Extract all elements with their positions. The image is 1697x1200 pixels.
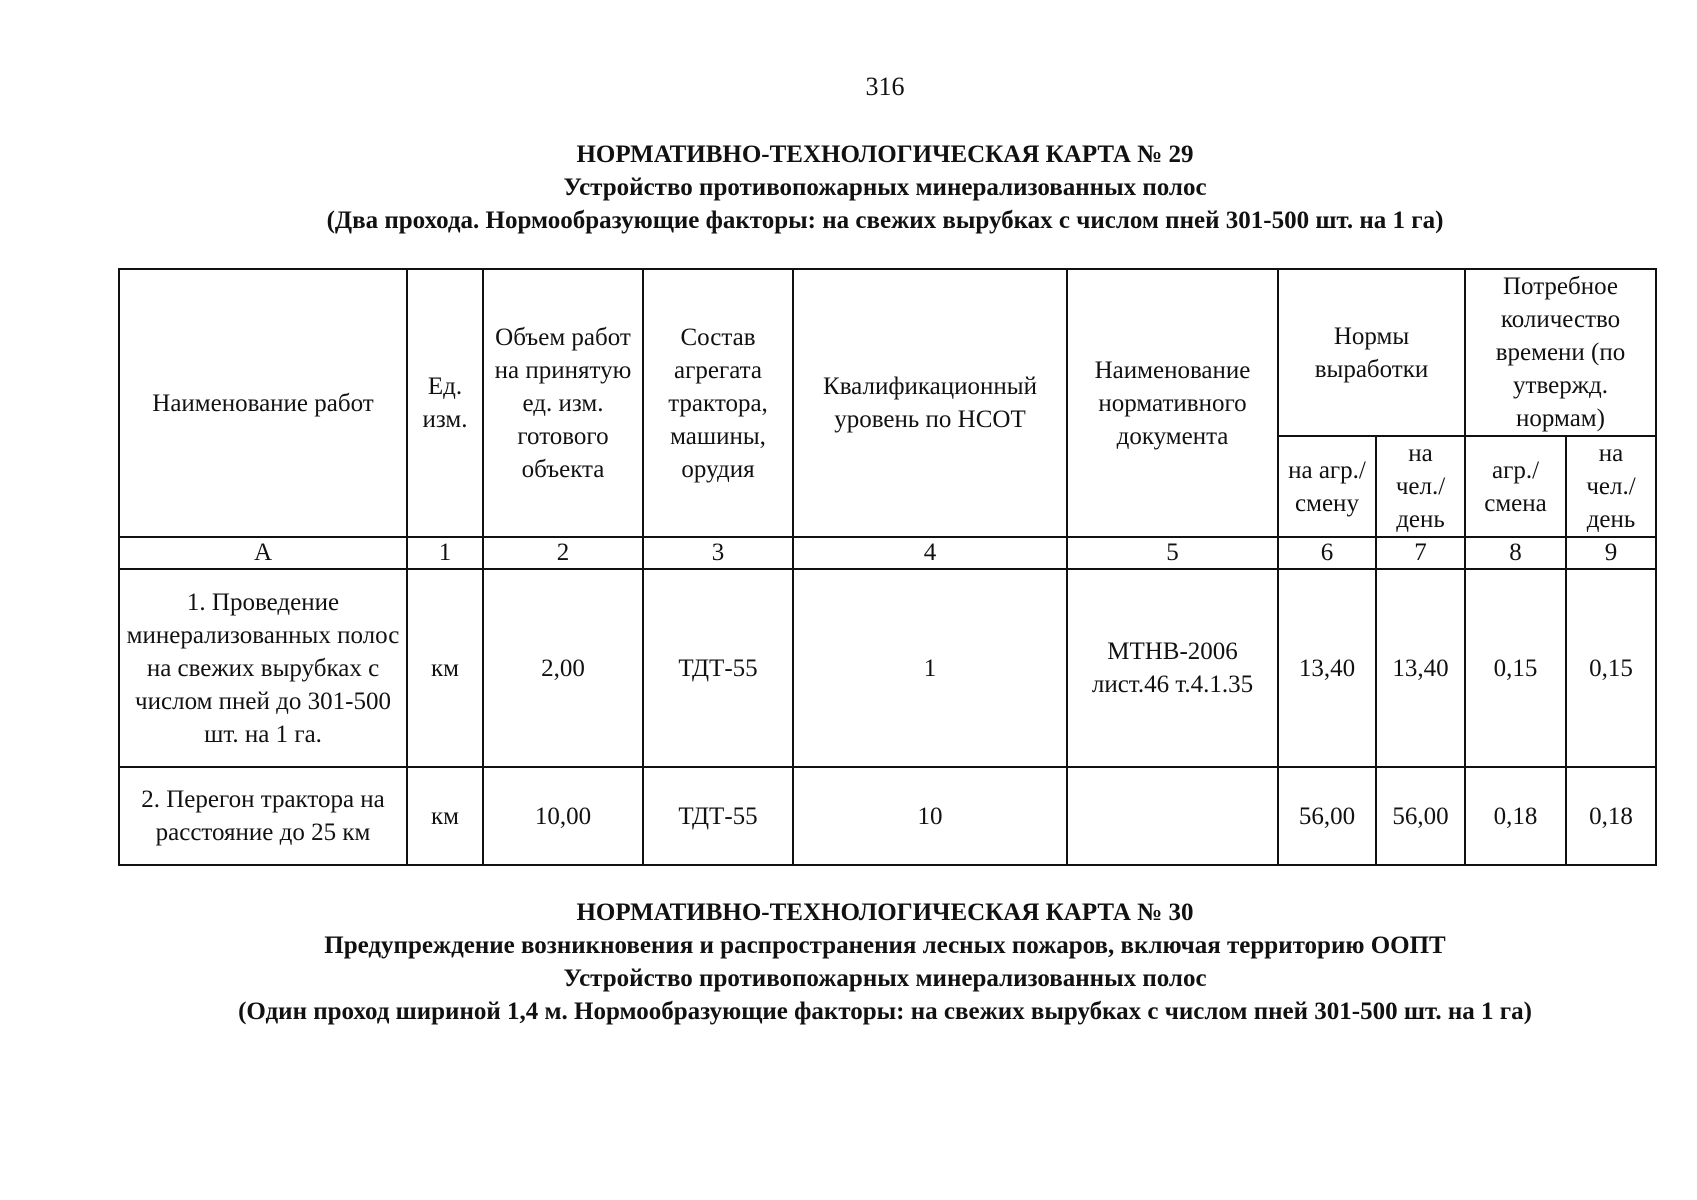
header-output-norms: Нормы выработки: [1278, 269, 1465, 436]
table-row: [119, 569, 1656, 767]
card-30-heading: [0, 896, 1697, 1028]
header-per-person-day: на чел./ день: [1376, 436, 1465, 537]
cell-qualification: 1: [793, 569, 1067, 767]
cell-qualification: 10: [793, 767, 1067, 865]
column-index: 7: [1376, 537, 1465, 569]
header-qualification: Квалификационный уровень по НСОТ: [793, 269, 1067, 537]
cell-unit: км: [407, 767, 483, 865]
card-29-heading: [0, 138, 1697, 237]
header-time-needed: Потребное количество времени (по утвержд. нормам): [1465, 269, 1656, 436]
cell-norm-person-day: 56,00: [1376, 767, 1465, 865]
page-number: 316: [865, 72, 905, 101]
column-index: 6: [1278, 537, 1376, 569]
cell-unit: км: [407, 569, 483, 767]
cell-norm-person-day: 13,40: [1376, 569, 1465, 767]
column-index: 9: [1566, 537, 1656, 569]
cell-time-agg-shift: 0,18: [1465, 767, 1566, 865]
table-header-row: [119, 269, 1656, 436]
cell-time-person-day: 0,15: [1566, 569, 1656, 767]
card-30-title: НОРМАТИВНО-ТЕХНОЛОГИЧЕСКАЯ КАРТА № 30: [576, 899, 1194, 926]
cell-work-name: 1. Проведение минерализованных полос на свежих вырубках с числом пней до 301-500 шт. на 1 га.: [119, 569, 407, 767]
column-index: 4: [793, 537, 1067, 569]
card-30-conditions: (Один проход шириной 1,4 м. Нормообразующие факторы: на свежих вырубках с числом пней 301-500 шт. на 1 га): [238, 998, 1532, 1025]
header-per-agg-shift: на агр./ смену: [1278, 436, 1376, 537]
cell-composition: ТДТ-55: [643, 767, 793, 865]
header-work-name: Наименование работ: [119, 269, 407, 537]
cell-time-person-day: 0,18: [1566, 767, 1656, 865]
header-agg-shift: агр./ смена: [1465, 436, 1566, 537]
cell-composition: ТДТ-55: [643, 569, 793, 767]
card-29-subtitle: Устройство противопожарных минерализованных полос: [563, 174, 1207, 201]
header-composition: Состав агрегата трактора, машины, орудия: [643, 269, 793, 537]
table-row: [119, 767, 1656, 865]
column-index: 8: [1465, 537, 1566, 569]
header-document: Наименование нормативного документа: [1067, 269, 1278, 537]
column-index: 3: [643, 537, 793, 569]
column-index: 2: [483, 537, 643, 569]
cell-volume: 10,00: [483, 767, 643, 865]
card-29-title: НОРМАТИВНО-ТЕХНОЛОГИЧЕСКАЯ КАРТА № 29: [576, 141, 1194, 168]
card-30-line-1: Предупреждение возникновения и распространения лесных пожаров, включая территорию ООПТ: [324, 932, 1446, 959]
header-volume: Объем работ на принятую ед. изм. готового объекта: [483, 269, 643, 537]
cell-document: [1067, 767, 1278, 865]
column-index-row: [119, 537, 1656, 569]
column-index: 5: [1067, 537, 1278, 569]
cell-time-agg-shift: 0,15: [1465, 569, 1566, 767]
card-29-conditions: (Два прохода. Нормообразующие факторы: на свежих вырубках с числом пней 301-500 шт. на 1 га): [326, 207, 1444, 234]
cell-work-name: 2. Перегон трактора на расстояние до 25 км: [119, 767, 407, 865]
cell-document: МТНВ-2006 лист.46 т.4.1.35: [1067, 569, 1278, 767]
cell-volume: 2,00: [483, 569, 643, 767]
header-unit: Ед. изм.: [407, 269, 483, 537]
header-person-day: на чел./ день: [1566, 436, 1656, 537]
cell-norm-agg-shift: 13,40: [1278, 569, 1376, 767]
cell-norm-agg-shift: 56,00: [1278, 767, 1376, 865]
card-30-line-2: Устройство противопожарных минерализованных полос: [563, 965, 1207, 992]
column-index: А: [119, 537, 407, 569]
norms-table: [118, 268, 1657, 866]
column-index: 1: [407, 537, 483, 569]
